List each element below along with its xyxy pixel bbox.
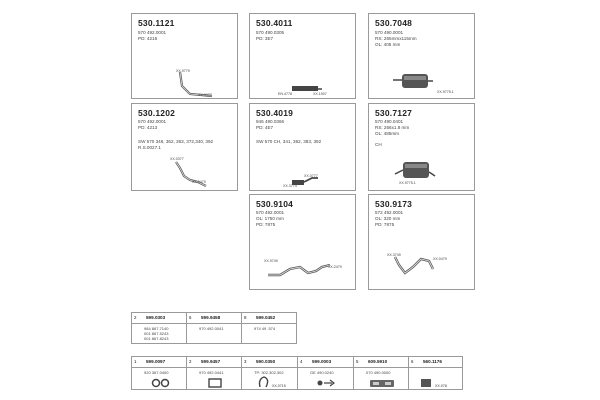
- diagram-label: XX.0477: [198, 93, 212, 97]
- accessory-item[interactable]: [409, 357, 462, 389]
- clamp-icon: [132, 357, 187, 391]
- accessory-part-number: 599.0097: [146, 359, 166, 364]
- muffler-drawing: [369, 104, 476, 192]
- item-number: 3: [244, 359, 247, 364]
- part-spec: OL: 320 mm: [375, 216, 401, 221]
- part-card-7[interactable]: [249, 194, 356, 290]
- part-spec: 946 490.0366: [256, 119, 285, 124]
- part-spec: RS: 265mmx115mm: [375, 36, 417, 41]
- part-card-4[interactable]: [131, 103, 238, 191]
- part-number: 530.9104: [256, 199, 294, 209]
- part-spec: PD: 7875: [375, 222, 395, 227]
- accessory-part-number: 590.0350: [256, 359, 276, 364]
- accessory-part-number: 609.5910: [368, 359, 388, 364]
- item-number: 8: [244, 315, 247, 320]
- pipe-drawing: [250, 14, 357, 100]
- diagram-label: XX.3774: [283, 184, 297, 188]
- part-spec: 570 490.0001: [375, 30, 404, 35]
- item-number: 6: [189, 315, 192, 320]
- item-number: 6: [411, 359, 414, 364]
- diagram-label: XX.9775.1: [437, 90, 454, 94]
- accessory-item[interactable]: [242, 313, 296, 343]
- accessory-desc: GE 490.0240: [310, 370, 334, 375]
- part-spec: PD: 4E7: [256, 125, 274, 130]
- accessory-desc: 970 492.0441: [199, 370, 224, 375]
- diagram-label: XX.0777: [304, 174, 318, 178]
- accessory-part-number: 599.9457: [201, 359, 221, 364]
- diagram-label: EN.4778: [278, 92, 292, 96]
- item-number: 5: [356, 359, 359, 364]
- accessory-item[interactable]: [132, 357, 187, 389]
- part-spec: PD: 4213: [138, 125, 158, 130]
- part-number: 530.1202: [138, 108, 176, 118]
- part-number: 530.7048: [375, 18, 413, 28]
- accessory-part-number: 599.0003: [312, 359, 332, 364]
- gasket-icon: [187, 357, 242, 391]
- accessories-tray-top: [131, 312, 297, 344]
- part-spec: 572 492.0001: [375, 210, 404, 215]
- accessory-part-number: 560.1176: [423, 359, 442, 364]
- part-spec: PD: 7875: [256, 222, 276, 227]
- diagram-label: XX.9749: [264, 259, 278, 263]
- diagram-label: XX.0479: [192, 180, 206, 184]
- accessory-desc: 001 867.8243: [144, 336, 169, 341]
- pipe-drawing: [369, 195, 476, 291]
- part-card-5[interactable]: [249, 103, 356, 191]
- part-spec: CH: [375, 142, 382, 147]
- part-number: 530.4019: [256, 108, 294, 118]
- diagram-label: XX.0479: [433, 257, 447, 261]
- accessory-item[interactable]: [187, 357, 242, 389]
- part-number: 530.1121: [138, 18, 175, 28]
- diagram-label: XX.2479: [328, 265, 342, 269]
- accessory-desc: 920 367.0400: [144, 370, 169, 375]
- part-spec: RS: 266x1.8 mm: [375, 125, 410, 130]
- part-card-8[interactable]: [368, 194, 475, 290]
- accessory-desc: 970 492.0041: [199, 326, 224, 331]
- diagram-label: XX.9775.1: [399, 181, 416, 185]
- item-number: 4: [300, 359, 303, 364]
- accessory-item[interactable]: [187, 313, 242, 343]
- diagram-label: XX.1907: [313, 92, 327, 96]
- accessory-desc: TP: 302.302.302: [254, 370, 284, 375]
- part-card-3[interactable]: [368, 13, 475, 99]
- part-spec: 570 492.0001: [138, 30, 167, 35]
- pipe-drawing: [132, 104, 239, 192]
- part-spec: 570 492.0001: [256, 210, 285, 215]
- item-number: 2: [134, 315, 137, 320]
- accessory-item[interactable]: [354, 357, 409, 389]
- part-card-1[interactable]: [131, 13, 238, 99]
- accessory-part-number: 599.0303: [146, 315, 166, 320]
- diagram-label: XX.3749: [387, 253, 401, 257]
- part-number: 530.7127: [375, 108, 413, 118]
- mount-icon: [354, 357, 409, 391]
- part-spec: OL: 1750 mm: [256, 216, 284, 221]
- diagram-label: XX.078: [435, 384, 447, 388]
- accessory-desc: 984 867.7140: [144, 326, 169, 331]
- part-spec: PD: 3E7: [256, 36, 274, 41]
- hanger-icon: [242, 357, 298, 391]
- part-spec: 570 490.0305: [256, 30, 285, 35]
- item-number: 1: [134, 359, 137, 364]
- pipe-drawing: [132, 14, 239, 100]
- accessory-part-number: 599.9458: [201, 315, 221, 320]
- accessories-tray-bottom: [131, 356, 463, 390]
- diagram-label: XX.9779: [176, 69, 190, 73]
- pipe-drawing: [250, 195, 357, 291]
- diagram-label: XX.0715: [272, 384, 286, 388]
- part-spec: PD: 4216: [138, 36, 158, 41]
- accessory-desc: 001 867.5243: [144, 331, 169, 336]
- part-spec: OL: 485mm: [375, 131, 399, 136]
- accessory-item[interactable]: [242, 357, 298, 389]
- accessory-desc: 070 490.0000: [366, 370, 391, 375]
- accessory-item[interactable]: [298, 357, 354, 389]
- part-number: 530.9173: [375, 199, 413, 209]
- accessory-item[interactable]: [132, 313, 187, 343]
- item-number: 2: [189, 359, 192, 364]
- pipe-drawing: [250, 104, 357, 192]
- part-spec: OL: 405 mm: [375, 42, 401, 47]
- part-number: 530.4011: [256, 18, 293, 28]
- diagram-label: XX.0377: [170, 157, 184, 161]
- part-card-6[interactable]: [368, 103, 475, 191]
- muffler-drawing: [369, 14, 476, 100]
- part-spec: SW 570 CH, 341, 362, 383, 392: [256, 139, 322, 144]
- part-spec: R.S.0027.1: [138, 145, 161, 150]
- accessory-part-number: 599.0452: [256, 315, 276, 320]
- part-spec: 570 490.0401: [375, 119, 404, 124]
- part-spec: SW 570 346, 362, 363, 372,340, 392: [138, 139, 214, 144]
- part-spec: 570 492.0001: [138, 119, 167, 124]
- bracket-icon: [298, 357, 354, 391]
- part-card-2[interactable]: [249, 13, 356, 99]
- accessory-desc: 974 49 .574: [254, 326, 276, 331]
